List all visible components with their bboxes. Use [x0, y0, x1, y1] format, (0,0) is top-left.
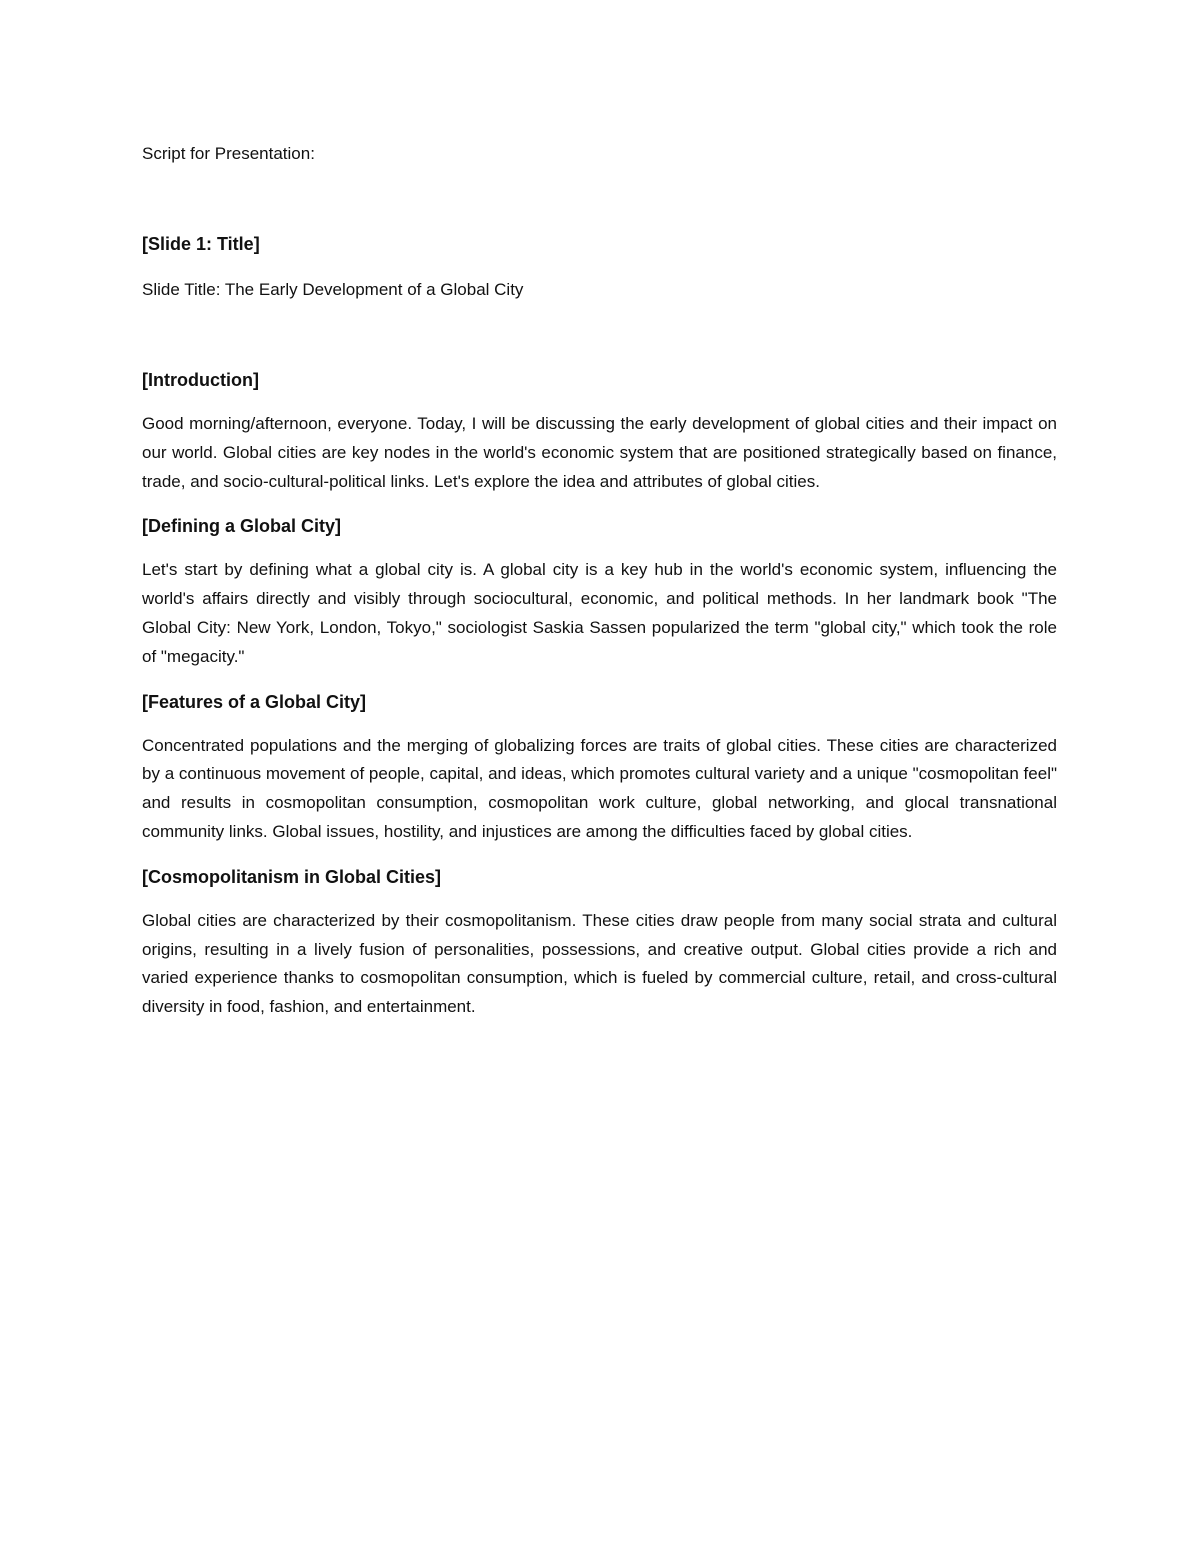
defining-global-city-paragraph: Let's start by defining what a global city is. A global city is a key hub in the world's economic system, influencing the world's affairs directly and visibly through sociocultural, economic, and political methods. In her landmark book "The Global City: New York, London, Tokyo," sociologist Saskia Sassen popularized the term "global city," which took the role of "megacity.": [142, 560, 1057, 666]
document-label: Script for Presentation:: [142, 144, 315, 163]
cosmopolitanism-heading: [Cosmopolitanism in Global Cities]: [142, 866, 442, 887]
slide-title: Slide Title: The Early Development of a Global City: [142, 280, 524, 299]
introduction-heading: [Introduction]: [142, 370, 259, 390]
cosmopolitanism-paragraph: Global cities are characterized by their cosmopolitanism. These cities draw people from many social strata and cultural origins, resulting in a lively fusion of personalities, possessions, and creative output. Global cities provide a rich and varied experience thanks to cosmopolitan consumption, which is fueled by commercial culture, retail, and cross-cultural diversity in food, fashion, and entertainment.: [142, 910, 1057, 1017]
defining-global-city-heading: [Defining a Global City]: [142, 516, 342, 537]
features-global-city-heading: [Features of a Global City]: [142, 691, 367, 712]
introduction-paragraph: Good morning/afternoon, everyone. Today, I will be discussing the early development of global cities and their impact on our world. Global cities are key nodes in the world's economic system that are positioned strategically based on finance, trade, and socio-cultural-political links. Let's explore the idea and attributes of global cities.: [142, 414, 1057, 491]
document-content: [142, 140, 1057, 1022]
slide-heading: [Slide 1: Title]: [142, 234, 260, 254]
features-global-city-paragraph: Concentrated populations and the merging of globalizing forces are traits of global cities. These cities are characterized by a continuous movement of people, capital, and ideas, which promotes cultural variety and a unique "cosmopolitan feel" and results in cosmopolitan consumption, cosmopolitan work culture, global networking, and glocal transnational community links. Global issues, hostility, and injustices are among the difficulties faced by global cities.: [142, 735, 1057, 841]
